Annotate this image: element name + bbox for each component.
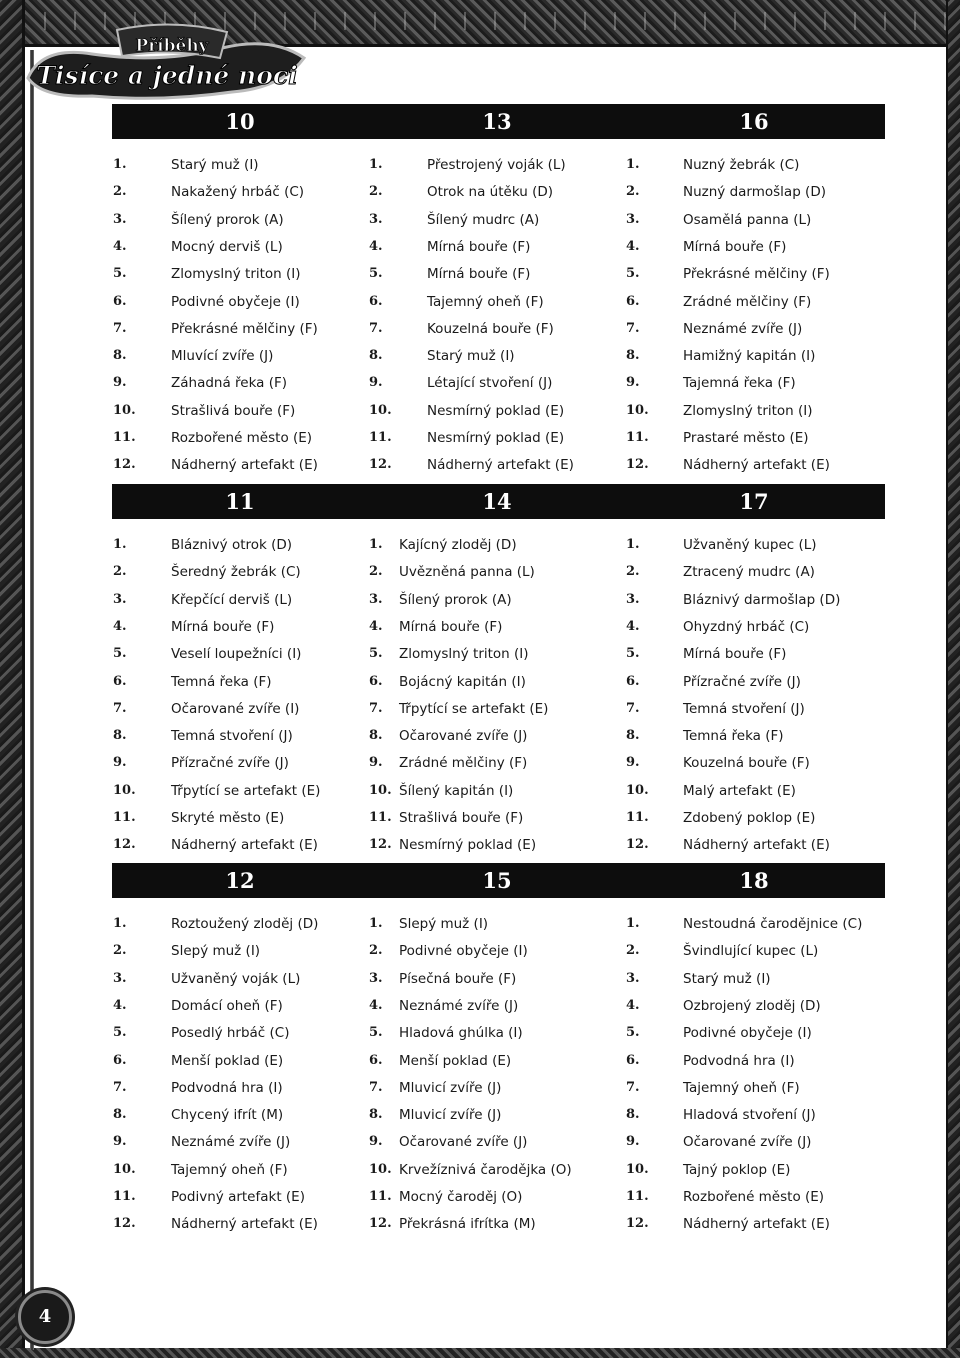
entry-number: 1. — [113, 157, 127, 172]
table-title: 16 — [739, 109, 769, 134]
table-entry: Posedlý hrbáč (C) — [171, 1025, 290, 1042]
entry-number: 1. — [626, 157, 640, 172]
table-entry: Podvodná hra (I) — [683, 1052, 795, 1069]
entry-number: 7. — [113, 1079, 127, 1095]
table-entry: Zlomyslný triton (I) — [399, 646, 529, 663]
table-entry: Domácí oheň (F) — [171, 997, 283, 1014]
table-entry: Kajícný zloděj (D) — [399, 537, 517, 553]
table-entry: Užvaněný kupec (L) — [683, 537, 817, 553]
entry-number: 6. — [626, 293, 640, 309]
table-entry: Ozbrojený zloděj (D) — [683, 997, 821, 1014]
entry-number: 10. — [113, 782, 136, 798]
entry-number: 11. — [369, 1189, 392, 1204]
table-entry: Starý muž (I) — [171, 157, 259, 173]
entry-number: 3. — [626, 970, 640, 986]
table-entry: Mluvicí zvíře (J) — [399, 1107, 502, 1124]
table-entry: Překrásné mělčiny (F) — [683, 266, 830, 283]
entry-number: 4. — [626, 997, 640, 1013]
table-entry: Strašlivá bouře (F) — [171, 402, 296, 419]
table-entry: Temná řeka (F) — [683, 728, 784, 745]
entry-number: 8. — [626, 348, 640, 364]
table-entry: Šeredný žebrák (C) — [171, 564, 301, 581]
entry-number: 10. — [626, 1161, 649, 1177]
table-entry: Veselí loupežníci (I) — [171, 646, 302, 663]
table-title: 11 — [225, 489, 255, 514]
entry-number: 4. — [626, 238, 640, 254]
entry-number: 11. — [369, 430, 392, 445]
entry-number: 8. — [369, 1107, 383, 1123]
table-entry: Záhadná řeka (F) — [171, 375, 288, 392]
entry-number: 3. — [369, 591, 383, 607]
table-entry: Rozbořené město (E) — [171, 430, 313, 446]
table-entry: Hladová ghúlka (I) — [399, 1025, 523, 1042]
table-entry: Podivné obyčeje (I) — [399, 943, 528, 960]
entry-number: 7. — [113, 320, 127, 336]
table-entry: Tajemná řeka (F) — [683, 375, 796, 392]
table-entry: Mírná bouře (F) — [171, 618, 275, 635]
entry-number: 4. — [113, 997, 127, 1013]
entry-number: 6. — [626, 1052, 640, 1068]
entry-number: 5. — [626, 266, 640, 282]
table-entry: Osamělá panna (L) — [683, 211, 812, 228]
entry-number: 2. — [626, 184, 640, 200]
entry-number: 12. — [369, 457, 392, 473]
table-title: 18 — [739, 868, 769, 893]
entry-number: 6. — [369, 293, 383, 309]
table-entry: Prastaré město (E) — [683, 430, 809, 446]
entry-number: 11. — [369, 810, 392, 825]
entry-number: 9. — [113, 755, 127, 771]
table-entry: Slepý muž (I) — [171, 943, 261, 960]
table-entry: Švindlující kupec (L) — [683, 943, 819, 960]
entry-number: 4. — [369, 997, 383, 1013]
entry-number: 7. — [113, 700, 127, 716]
table-entry: Ohyzdný hrbáč (C) — [683, 618, 810, 635]
entry-number: 10. — [626, 782, 649, 798]
entry-number: 4. — [113, 238, 127, 254]
entry-number: 9. — [113, 1134, 127, 1150]
table-entry: Hamižný kapitán (I) — [683, 348, 816, 365]
table-entry: Nestoudná čarodějnice (C) — [683, 916, 863, 932]
table-entry: Mírná bouře (F) — [427, 238, 531, 255]
entry-number: 4. — [369, 618, 383, 634]
table-entry: Létající stvoření (J) — [427, 375, 553, 392]
ornamental-border-right — [946, 0, 960, 1358]
entry-number: 6. — [113, 1052, 127, 1068]
table-entry: Šílený mudrc (A) — [427, 211, 540, 228]
entry-number: 10. — [369, 1161, 392, 1177]
entry-number: 6. — [113, 673, 127, 689]
svg-text:Tisíce a jedné noci: Tisíce a jedné noci — [36, 61, 298, 90]
entry-number: 5. — [369, 1025, 383, 1041]
entry-number: 9. — [626, 375, 640, 391]
table-entry: Tajemný oheň (F) — [171, 1161, 288, 1178]
table-entry: Uvězněná panna (L) — [399, 564, 535, 581]
table-entry: Chycený ifrít (M) — [171, 1107, 284, 1124]
table-entry: Nádherný artefakt (E) — [683, 1216, 830, 1233]
section-header-bar — [112, 484, 885, 519]
table-entry: Nesmírný poklad (E) — [399, 837, 537, 854]
table-title: 12 — [225, 868, 255, 893]
table-entry: Neznámé zvíře (J) — [171, 1134, 291, 1151]
entry-number: 8. — [626, 1107, 640, 1123]
table-entry: Překrásné mělčiny (F) — [171, 320, 318, 337]
section-header-bar — [112, 863, 885, 898]
table-title: 14 — [482, 489, 512, 514]
entry-number: 8. — [113, 1107, 127, 1123]
table-entry: Nuzný žebrák (C) — [683, 157, 800, 173]
table-entry: Nádherný artefakt (E) — [171, 837, 318, 854]
table-entry: Očarované zvíře (J) — [399, 728, 528, 745]
table-entry: Kouzelná bouře (F) — [427, 320, 554, 337]
table-entry: Krvežíznivá čarodějka (O) — [399, 1161, 572, 1178]
table-entry: Mocný derviš (L) — [171, 238, 283, 255]
entry-number: 4. — [113, 618, 127, 634]
table-entry: Nesmírný poklad (E) — [427, 430, 565, 446]
table-entry: Nádherný artefakt (E) — [683, 837, 830, 854]
entry-number: 1. — [626, 916, 640, 931]
table-entry: Třpytící se artefakt (E) — [171, 782, 321, 799]
entry-number: 2. — [113, 184, 127, 200]
entry-number: 12. — [369, 837, 392, 853]
entry-number: 12. — [113, 1216, 136, 1232]
table-entry: Přízračné zvíře (J) — [171, 755, 289, 772]
svg-text:Příběhy: Příběhy — [135, 36, 209, 56]
entry-number: 5. — [113, 1025, 127, 1041]
entry-number: 7. — [626, 700, 640, 716]
table-entry: Hladová stvoření (J) — [683, 1107, 816, 1124]
entry-number: 1. — [113, 537, 127, 552]
table-entry: Zlomyslný triton (I) — [683, 402, 813, 419]
entry-number: 8. — [626, 728, 640, 744]
entry-number: 4. — [369, 238, 383, 254]
table-entry: Písečná bouře (F) — [399, 970, 517, 987]
table-entry: Mluvící zvíře (J) — [171, 348, 274, 365]
table-entry: Šílený kapitán (I) — [399, 782, 514, 799]
entry-number: 2. — [626, 564, 640, 580]
entry-number: 11. — [626, 430, 649, 445]
entry-number: 6. — [369, 1052, 383, 1068]
entry-number: 6. — [626, 673, 640, 689]
entry-number: 10. — [626, 402, 649, 418]
table-entry: Nádherný artefakt (E) — [427, 457, 574, 474]
entry-number: 9. — [369, 375, 383, 391]
table-entry: Kouzelná bouře (F) — [683, 755, 810, 772]
table-entry: Podivné obyčeje (I) — [683, 1025, 812, 1042]
table-entry: Zlomyslný triton (I) — [171, 266, 301, 283]
entry-number: 3. — [626, 211, 640, 227]
table-entry: Slepý muž (I) — [399, 916, 489, 932]
entry-number: 11. — [113, 810, 136, 825]
table-entry: Bláznivý otrok (D) — [171, 537, 293, 553]
entry-number: 12. — [626, 457, 649, 473]
entry-number: 1. — [369, 157, 383, 172]
table-entry: Očarované zvíře (J) — [683, 1134, 812, 1151]
entry-number: 12. — [626, 1216, 649, 1232]
table-entry: Zdobený poklop (E) — [683, 810, 816, 826]
table-entry: Mírná bouře (F) — [427, 266, 531, 283]
entry-number: 7. — [369, 700, 383, 716]
entry-number: 3. — [113, 591, 127, 607]
entry-number: 10. — [113, 1161, 136, 1177]
table-entry: Užvaněný voják (L) — [171, 970, 301, 987]
table-entry: Překrásná ifrítka (M) — [399, 1216, 536, 1233]
entry-number: 1. — [369, 916, 383, 931]
ornamental-border-bottom — [0, 1348, 960, 1358]
entry-number: 9. — [626, 1134, 640, 1150]
entry-number: 7. — [369, 320, 383, 336]
table-entry: Nádherný artefakt (E) — [171, 1216, 318, 1233]
entry-number: 9. — [626, 755, 640, 771]
entry-number: 3. — [369, 970, 383, 986]
entry-number: 2. — [369, 184, 383, 200]
table-entry: Křepčící derviš (L) — [171, 591, 293, 608]
entry-number: 8. — [113, 728, 127, 744]
table-entry: Nádherný artefakt (E) — [171, 457, 318, 474]
table-entry: Mírná bouře (F) — [399, 618, 503, 635]
entry-number: 2. — [113, 943, 127, 959]
table-title: 17 — [739, 489, 769, 514]
table-entry: Strašlivá bouře (F) — [399, 810, 524, 826]
table-entry: Přízračné zvíře (J) — [683, 673, 801, 690]
entry-number: 5. — [626, 1025, 640, 1041]
table-entry: Menší poklad (E) — [399, 1052, 512, 1069]
table-entry: Mírná bouře (F) — [683, 646, 787, 663]
entry-number: 12. — [369, 1216, 392, 1232]
entry-number: 11. — [626, 810, 649, 825]
table-entry: Nuzný darmošlap (D) — [683, 184, 826, 201]
table-entry: Bojácný kapitán (I) — [399, 673, 526, 690]
entry-number: 5. — [113, 646, 127, 662]
entry-number: 3. — [113, 970, 127, 986]
table-entry: Roztoužený zloděj (D) — [171, 916, 319, 932]
border-line — [30, 50, 34, 1350]
entry-number: 12. — [113, 837, 136, 853]
table-entry: Starý muž (I) — [683, 970, 771, 987]
table-entry: Temná stvoření (J) — [171, 728, 293, 745]
entry-number: 3. — [369, 211, 383, 227]
page-number: 4 — [18, 1290, 72, 1344]
entry-number: 2. — [113, 564, 127, 580]
table-entry: Tajný poklop (E) — [683, 1161, 791, 1178]
table-entry: Nádherný artefakt (E) — [683, 457, 830, 474]
table-entry: Přestrojený voják (L) — [427, 157, 566, 173]
table-entry: Tajemný oheň (F) — [683, 1079, 800, 1096]
entry-number: 6. — [113, 293, 127, 309]
table-entry: Neznámé zvíře (J) — [399, 997, 519, 1014]
entry-number: 8. — [113, 348, 127, 364]
table-entry: Bláznivý darmošlap (D) — [683, 591, 841, 608]
table-entry: Podivný artefakt (E) — [171, 1189, 305, 1205]
entry-number: 7. — [626, 1079, 640, 1095]
entry-number: 5. — [369, 646, 383, 662]
table-entry: Mluvicí zvíře (J) — [399, 1079, 502, 1096]
entry-number: 1. — [113, 916, 127, 931]
table-entry: Rozbořené město (E) — [683, 1189, 825, 1205]
entry-number: 2. — [626, 943, 640, 959]
entry-number: 2. — [369, 564, 383, 580]
table-entry: Ztracený mudrc (A) — [683, 564, 815, 581]
entry-number: 10. — [369, 402, 392, 418]
entry-number: 10. — [369, 782, 392, 798]
entry-number: 1. — [369, 537, 383, 552]
table-entry: Temná řeka (F) — [171, 673, 272, 690]
table-entry: Šílený prorok (A) — [399, 591, 512, 608]
table-entry: Zrádné mělčiny (F) — [399, 755, 528, 772]
table-entry: Mírná bouře (F) — [683, 238, 787, 255]
entry-number: 3. — [626, 591, 640, 607]
table-entry: Temná stvoření (J) — [683, 700, 805, 717]
entry-number: 3. — [113, 211, 127, 227]
entry-number: 6. — [369, 673, 383, 689]
entry-number: 1. — [626, 537, 640, 552]
table-entry: Třpytící se artefakt (E) — [399, 700, 549, 717]
table-entry: Tajemný oheň (F) — [427, 293, 544, 310]
table-entry: Podvodná hra (I) — [171, 1079, 283, 1096]
table-entry: Malý artefakt (E) — [683, 782, 796, 799]
entry-number: 10. — [113, 402, 136, 418]
entry-number: 8. — [369, 728, 383, 744]
table-entry: Podivné obyčeje (I) — [171, 293, 300, 310]
entry-number: 5. — [369, 266, 383, 282]
table-entry: Nesmírný poklad (E) — [427, 402, 565, 419]
entry-number: 7. — [369, 1079, 383, 1095]
entry-number: 12. — [113, 457, 136, 473]
entry-number: 11. — [626, 1189, 649, 1204]
table-entry: Očarované zvíře (J) — [399, 1134, 528, 1151]
entry-number: 9. — [369, 1134, 383, 1150]
entry-number: 7. — [626, 320, 640, 336]
entry-number: 9. — [113, 375, 127, 391]
table-entry: Starý muž (I) — [427, 348, 515, 365]
table-entry: Mocný čaroděj (O) — [399, 1189, 523, 1205]
entry-number: 5. — [626, 646, 640, 662]
entry-number: 11. — [113, 1189, 136, 1204]
entry-number: 2. — [369, 943, 383, 959]
ornamental-border-left — [0, 0, 25, 1358]
entry-number: 12. — [626, 837, 649, 853]
table-entry: Menší poklad (E) — [171, 1052, 284, 1069]
table-entry: Neznámé zvíře (J) — [683, 320, 803, 337]
entry-number: 5. — [113, 266, 127, 282]
entry-number: 4. — [626, 618, 640, 634]
table-entry: Očarované zvíře (I) — [171, 700, 300, 717]
entry-number: 8. — [369, 348, 383, 364]
table-title: 15 — [482, 868, 512, 893]
game-logo — [22, 18, 310, 108]
table-entry: Skryté město (E) — [171, 810, 285, 826]
table-entry: Otrok na útěku (D) — [427, 184, 553, 201]
entry-number: 9. — [369, 755, 383, 771]
table-title: 10 — [225, 109, 255, 134]
table-title: 13 — [482, 109, 512, 134]
section-header-bar — [112, 104, 885, 139]
entry-number: 11. — [113, 430, 136, 445]
table-entry: Zrádné mělčiny (F) — [683, 293, 812, 310]
table-entry: Šílený prorok (A) — [171, 211, 284, 228]
table-entry: Nakažený hrbáč (C) — [171, 184, 305, 201]
